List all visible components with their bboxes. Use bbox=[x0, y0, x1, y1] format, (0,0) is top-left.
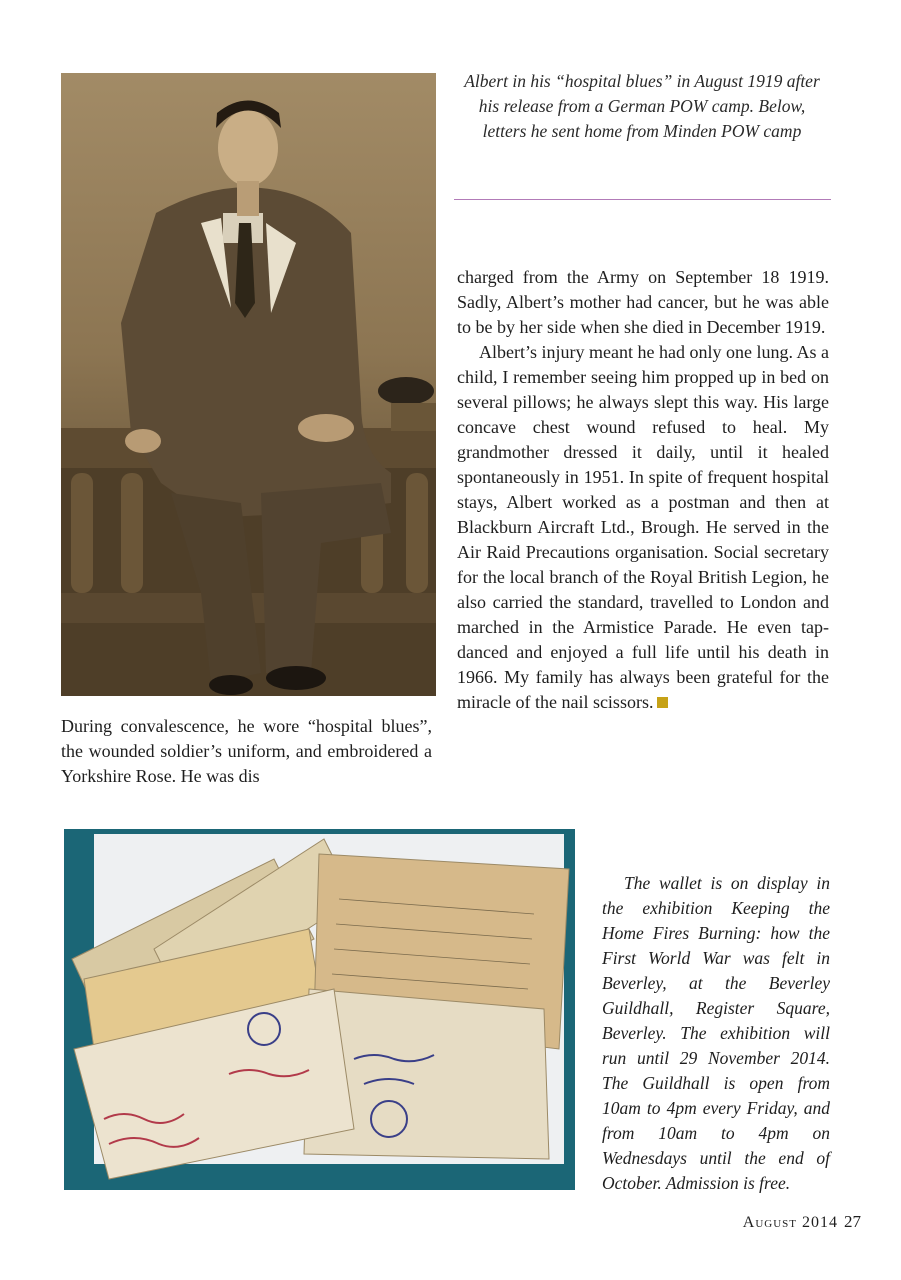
paragraph-text: Albert’s injury meant he had only one lung. As a child, I remember seeing him propped up in bed on several pillows; he always slept this way. His large concave chest wound refused to heal. My grandmother dressed it daily, until it healed spontaneously in 1951. In spite of frequent hospital stays, Albert worked as a postman and then at Blackburn Aircraft Ltd., Brough. He served in the Air Raid Precautions organisation. Social secretary for the local branch of the Royal British Legion, he also carried the standard, travelled to London and marched in the Armistice Parade. He even tap-danced and enjoyed a full life until his death in 1966. My family has always been grateful for the miracle of the nail scissors. bbox=[457, 342, 829, 712]
page-footer bbox=[743, 1212, 861, 1232]
letters-illustration bbox=[64, 829, 575, 1190]
article-body-left bbox=[61, 714, 432, 789]
letters-photo bbox=[64, 829, 575, 1190]
caption-divider bbox=[454, 199, 831, 200]
photo-caption: Albert in his “hospital blues” in August 1919 after his release from a German POW camp. Below, letters he sent home from Minden POW camp bbox=[464, 71, 820, 141]
end-of-article-mark bbox=[657, 697, 668, 708]
portrait-photo bbox=[61, 73, 436, 696]
paragraph: During convalescence, he wore “hospital blues”, the wounded soldier’s uniform, and embroidered a Yorkshire Rose. He was dis bbox=[61, 716, 432, 786]
issue-date: August 2014 bbox=[742, 1214, 838, 1231]
exhibition-caption: The wallet is on display in the exhibition Keeping the Home Fires Burning: how the First World War was felt in Beverley, at the Beverley Guildhall, Register Square, Beverley. The exhibition will run until 29 November 2014. The Guildhall is open from 10am to 4pm every Friday, and from 10am to 4pm on Wednesdays until the end of October. Admission is free. bbox=[602, 873, 830, 1193]
paragraph: charged from the Army on September 18 1919. Sadly, Albert’s mother had cancer, but he was able to be by her side when she died in December 1919. bbox=[457, 267, 829, 337]
paragraph bbox=[457, 340, 829, 715]
article-body-right bbox=[457, 265, 829, 715]
page-number: 27 bbox=[844, 1212, 861, 1231]
portrait-illustration bbox=[61, 73, 436, 696]
